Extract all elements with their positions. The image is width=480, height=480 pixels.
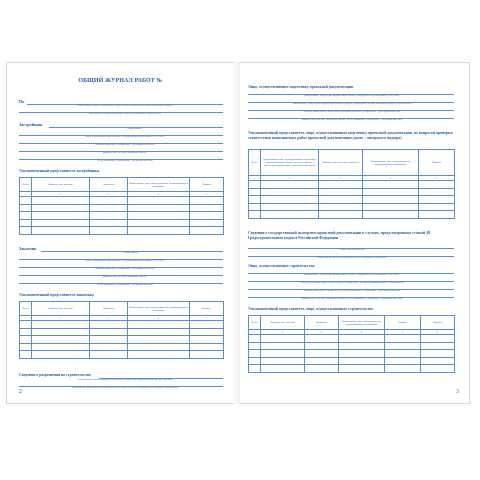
object-caption: (наименование объекта капитального строительства в соответствии с проектной документацией) [77, 105, 173, 107]
customer-label: Заказчик [19, 246, 37, 251]
col-position: Должность [90, 178, 128, 192]
col-number: № п/п [20, 302, 32, 316]
table-row [249, 357, 455, 365]
table-row [20, 227, 224, 235]
col-number: № п/п [20, 178, 32, 192]
page-number-right: 3 [456, 389, 459, 395]
journal-title: ОБЩИЙ ЖУРНАЛ РАБОТ № [78, 78, 163, 84]
customer-caption-3: почтовые реквизиты, телефон/факс – для юридических лиц; [95, 268, 155, 270]
col-index: 5 [385, 330, 421, 335]
col-index: 3 [305, 330, 339, 335]
builder-rep-table [248, 315, 455, 373]
col-index: 5 [190, 192, 224, 197]
col-document: Наименование, дата, номер документа, подтверждающего полномочие [363, 150, 419, 176]
developer-rep-table [19, 177, 224, 235]
table-row [249, 335, 455, 343]
table-row [20, 343, 224, 351]
col-index: 1 [20, 192, 32, 197]
builder-caption-4: фамилия, имя, отчество, паспортные данные, место проживания, телефон/факс – для физических лиц) [301, 298, 403, 300]
col-name: Фамилия, имя, отчество [32, 178, 90, 192]
customer-rep-heading: Уполномоченный представитель заказчика [19, 293, 94, 297]
table-row [20, 328, 224, 336]
table-row [20, 321, 224, 329]
col-index: 2 [261, 176, 319, 181]
design-rep-table [248, 149, 455, 219]
col-index: 4 [363, 176, 419, 181]
col-index: 4 [128, 192, 190, 197]
table-row [20, 219, 224, 227]
col-index: 6 [421, 330, 455, 335]
permit-caption-1: (наименование органа, выдавшего разрешение, номер и дата выдачи разрешения, срок действия [77, 379, 173, 381]
developer-rep-heading: Уполномоченный представитель застройщика [19, 169, 100, 173]
builder-label: Лицо, осуществляющее строительство [248, 264, 315, 268]
customer-caption-4: фамилия, имя, отчество, паспортные данные, [102, 276, 148, 278]
col-index: 3 [90, 192, 128, 197]
builder-caption-3: объектов капитального строительства, почтовые реквизиты, телефон/факс – для юридических лиц; [303, 290, 401, 292]
design-caption-1: (наименование, номер и дата выдачи свидетельства о государственной регистрации, ОГРН, ИНН, [304, 95, 400, 97]
developer-caption-4: фамилия, имя, отчество, паспортные данные, [102, 152, 148, 154]
design-label: Лицо, осуществляющее подготовку проектной документации [248, 85, 354, 89]
col-document: Наименование, дата, номер документа, подтверждающего полномочие [128, 302, 190, 316]
col-signature: Подпись [419, 150, 455, 176]
col-document: Наименование, дата, номер документа, подтверждающего полномочие [128, 178, 190, 192]
col-signature: Подпись [385, 316, 421, 330]
object-label: По [19, 99, 25, 104]
col-name-position: Фамилия, имя, отчество, должность [319, 150, 363, 176]
col-index: 5 [419, 176, 455, 181]
col-number: № п/п [249, 150, 261, 176]
col-index: 5 [190, 316, 224, 321]
right-page [240, 62, 470, 404]
permit-label: Сведения о разрешении на строительство [19, 373, 91, 377]
col-organization: Наименование лица, осуществляющего подготовку проектной документации, сведения о разделе проектной документации, подготовленном лицом [261, 150, 319, 176]
table-row [20, 212, 224, 220]
table-row [249, 203, 455, 211]
table-row [249, 342, 455, 350]
col-document: Наименование, дата, номер документа, подтверждающего полномочие [339, 316, 385, 330]
customer-caption-1: (наименование, [123, 252, 139, 254]
table-row [20, 336, 224, 344]
builder-rep-heading: Уполномоченный представитель лица, осуществляющего строительство [248, 307, 374, 311]
col-name: Фамилия, имя, отчество [261, 316, 305, 330]
col-index: 3 [319, 176, 363, 181]
col-name: Фамилия, имя, отчество [32, 302, 90, 316]
col-index: 2 [32, 192, 90, 197]
col-position: Должность [305, 316, 339, 330]
design-caption-2: наименование, номер и дата выдачи свидетельства о допуске к видам работ, которые оказывают влияние на безопасность [292, 103, 412, 105]
table-row [249, 181, 455, 189]
expertise-caption-2: (наименование органа исполнительной власти, выдавшего заключение) [316, 257, 388, 259]
col-index: 1 [20, 316, 32, 321]
col-number: № п/п [249, 316, 261, 330]
col-signature: Подпись [190, 302, 224, 316]
col-index: 4 [339, 330, 385, 335]
design-caption-4: фамилия, имя, отчество, паспортные данные, место проживания, телефон/факс – для физических лиц) [301, 119, 403, 121]
col-index: 2 [261, 330, 305, 335]
col-index: 3 [90, 316, 128, 321]
design-caption-3: объектов капитального строительства, почтовые реквизиты, телефон/факс – для юридических лиц; [303, 111, 401, 113]
table-row [249, 196, 455, 204]
developer-caption-5: место проживания, телефон/факс – для физических лиц) [97, 160, 153, 162]
permit-caption-2: наименование органа исполнительной власти или органа местного самоуправления, выдавшего разрешение) [71, 387, 179, 389]
col-index: 1 [249, 330, 261, 335]
table-row [249, 365, 455, 373]
table-row [249, 211, 455, 219]
col-index: 4 [128, 316, 190, 321]
table-row [20, 351, 224, 359]
builder-caption-2: номер и дата выдачи свидетельства о допуске к видам работ, которые оказывают влияние на безопасность [300, 282, 404, 284]
developer-caption-3: почтовые реквизиты, телефон/факс – для юридических лиц; [95, 144, 155, 146]
developer-caption-1: (наименование, [127, 128, 143, 130]
customer-rep-table [19, 301, 224, 359]
table-row [20, 197, 224, 205]
expertise-caption-1: (номер, дата заключения) [339, 249, 365, 251]
object-caption-2: (почтовый или строительный адрес объекта капитального строительства) [89, 113, 161, 115]
developer-label: Застройщик [19, 122, 43, 127]
col-index: 1 [249, 176, 261, 181]
left-page [6, 62, 234, 404]
builder-caption-1: (наименование, номер и дата выдачи свидетельства о государственной регистрации, ОГРН, ИНН, [304, 274, 400, 276]
expertise-label: Сведения о государственной экспертизе проектной документации в случаях, предусмотренных статьей 49 Градостроительного кодекса Российской Федерации [248, 231, 431, 240]
developer-caption-2: номер и дата выдачи свидетельства о государственной регистрации, ОГРН, ИНН [85, 136, 165, 138]
table-row [249, 188, 455, 196]
customer-caption-2: номер и дата выдачи свидетельства о государственной регистрации, ОГРН, ИНН [85, 260, 165, 262]
design-rep-heading: Уполномоченный представитель лица, осуществляющего подготовку проектной документации, по вопросам проверки соответствия выполняемых работ проектной документации (далее – авторского надзора) [248, 131, 453, 140]
col-signature-2: Подпись [421, 316, 455, 330]
page-number-left: 2 [19, 389, 22, 395]
col-signature: Подпись [190, 178, 224, 192]
table-row [20, 204, 224, 212]
col-position: Должность [90, 302, 128, 316]
col-index: 2 [32, 316, 90, 321]
table-row [249, 350, 455, 358]
customer-caption-5: место проживания, телефон/факс – для физических лиц) [97, 284, 153, 286]
